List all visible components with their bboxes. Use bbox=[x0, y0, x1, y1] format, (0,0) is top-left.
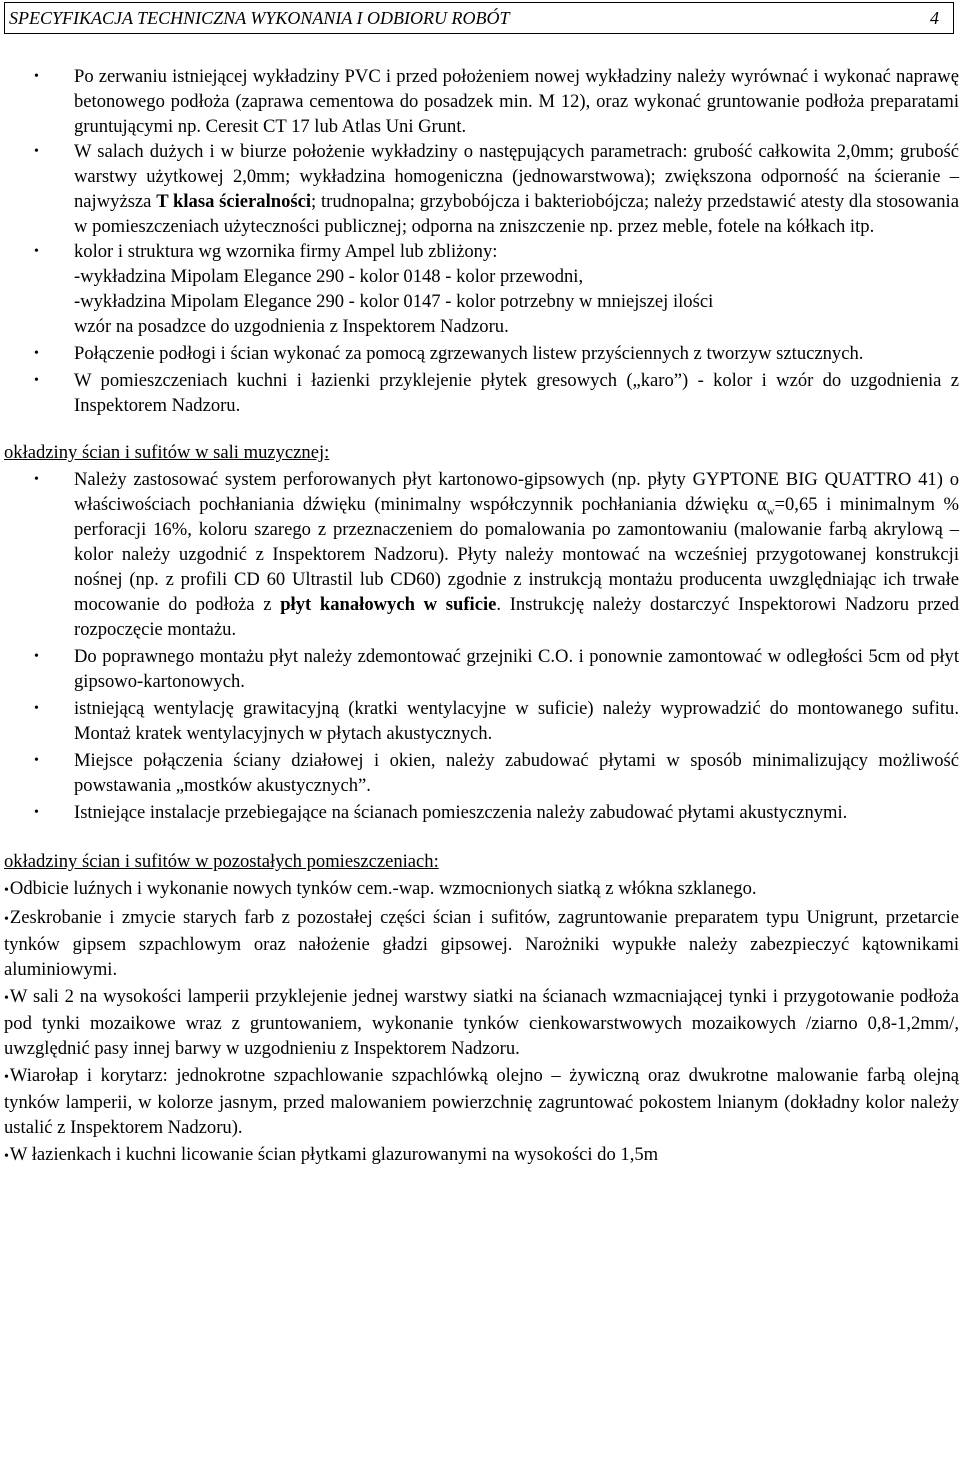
bold-text: płyt kanałowych w suficie bbox=[280, 594, 497, 615]
list-item: • Należy zastosować system perforowanych płyt kartonowo-gipsowych (np. płyty GYPTONE BIG QUATTRO 41) o właściwościach pochłaniania dźwięku (minimalny współczynnik pochłaniania dźwięku $\alpha_w=0,65$ i minimalnym % perforacji 16%, koloru szarego z przeznaczeniem do pomalowania po zamontowaniu (malowanie farbą akrylową – kolor należy uzgodnić z Inspektorem Nadzoru). Płyty należy montować na wcześniej przygotowanej konstrukcji nośnej (np. z profili CD 60 Ultrastil lub CD60) zgodnie z instrukcją montażu producenta uwzględniając ich trwałe mocowanie do podłoża z płyt kanałowych w suficie. Instrukcję należy dostarczyć Inspektorowi Nadzoru przed rozpoczęcie montażu. bbox=[4, 467, 959, 642]
section-heading-music-room: okładziny ścian i sufitów w sali muzycznej: bbox=[4, 442, 330, 463]
page-number: 4 bbox=[930, 7, 939, 28]
list-item: • Miejsce połączenia ściany działowej i okien, należy zabudować płytami w sposób minimalizujący możliwość powstawania „mostków akustycznych”. bbox=[4, 748, 959, 798]
bullet-icon: • bbox=[4, 991, 9, 1006]
floor-works-list bbox=[4, 64, 959, 418]
list-item: •Wiarołap i korytarz: jednokrotne szpachlowanie szpachlówką olejno – żywiczną oraz dwukrotne malowanie farbą olejną tynków lamperii, w kolorze jasnym, przed malowaniem powierzchnię zagruntować pokostem lnianym (dokładny kolor należy ustalić z Inspektorem Nadzoru). bbox=[4, 1065, 959, 1138]
bullet-icon: • bbox=[4, 1070, 9, 1085]
header-title: SPECYFIKACJA TECHNICZNA WYKONANIA I ODBIORU ROBÓT bbox=[9, 7, 510, 28]
page-header bbox=[4, 2, 954, 34]
list-item: • Do poprawnego montażu płyt należy zdemontować grzejniki C.O. i ponownie zamontować w odległości 5cm od płyt gipsowo-kartonowych. bbox=[4, 644, 959, 694]
list-item: • W salach dużych i w biurze położenie wykładziny o następujących parametrach: grubość całkowita 2,0mm; grubość warstwy użytkowej 2,0mm; wykładzina homogeniczna (jednowarstwowa); zwiększona odporność na ścieranie – najwyższa T klasa ścieralności; trudnopalna; grzybobójcza i bakteriobójcza; należy przedstawić atesty dla stosowania w pomieszczeniach użyteczności publicznej; odporna na zniszczenie np. przez meble, fotele na kółkach itp. bbox=[4, 139, 959, 239]
document-body bbox=[4, 64, 959, 1171]
list-item: •W łazienkach i kuchni licowanie ścian płytkami glazurowanymi na wysokości do 1,5m bbox=[4, 1144, 659, 1165]
list-item: • istniejącą wentylację grawitacyjną (kratki wentylacyjne w suficie) należy wyprowadzić do montowanego sufitu. Montaż kratek wentylacyjnych w płytach akustycznych. bbox=[4, 696, 959, 746]
list-item: •W sali 2 na wysokości lamperii przyklejenie jednej warstwy siatki na ścianach wzmacniającej tynki i przygotowanie podłoża pod tynki mozaikowe wraz z gruntowaniem, wykonanie tynków cienkowarstwowych mozaikowych /ziarno 0,8-1,2mm/, uwzględnić pasy innej barwy w uzgodnieniu z Inspektorem Nadzoru. bbox=[4, 986, 959, 1059]
list-item: • Istniejące instalacje przebiegające na ścianach pomieszczenia należy zabudować płytami akustycznymi. bbox=[4, 800, 959, 825]
list-item: •Odbicie luźnych i wykonanie nowych tynków cem.-wap. wzmocnionych siatką z włókna szklanego. bbox=[4, 878, 757, 899]
list-item: • W pomieszczeniach kuchni i łazienki przyklejenie płytek gresowych („karo”) - kolor i wzór do uzgodnienia z Inspektorem Nadzoru. bbox=[4, 368, 959, 418]
list-item: • Połączenie podłogi i ścian wykonać za pomocą zgrzewanych listew przyściennych z tworzyw sztucznych. bbox=[4, 341, 959, 366]
bullet-icon: • bbox=[4, 883, 9, 898]
music-room-list bbox=[4, 467, 959, 825]
section-heading-other-rooms: okładziny ścian i sufitów w pozostałych pomieszczeniach: bbox=[4, 851, 439, 872]
list-item: • Po zerwaniu istniejącej wykładziny PVC i przed położeniem nowej wykładziny należy wyrównać i wykonać naprawę betonowego podłoża (zaprawa cementowa do posadzek min. M 12), oraz wykonać gruntowanie podłoża preparatami gruntującymi np. Ceresit CT 17 lub Atlas Uni Grunt. bbox=[4, 64, 959, 139]
bullet-icon: • bbox=[4, 1149, 9, 1164]
list-item: •Zeskrobanie i zmycie starych farb z pozostałej części ścian i sufitów, zagruntowanie preparatem typu Unigrunt, przetarcie tynków gipsem szpachlowym oraz nałożenie gładzi gipsowej. Narożniki wypukłe należy zabezpieczyć kątownikami aluminiowymi. bbox=[4, 907, 959, 980]
bold-text: T klasa ścieralności bbox=[156, 191, 312, 212]
bullet-icon: • bbox=[4, 912, 9, 927]
other-rooms-list bbox=[4, 876, 959, 1169]
list-item: • kolor i struktura wg wzornika firmy Ampel lub zbliżony: -wykładzina Mipolam Elegance 290 - kolor 0148 - kolor przewodni, -wykładzina Mipolam Elegance 290 - kolor 0147 - kolor potrzebny w mniejszej ilości wzór na posadzce do uzgodnienia z Inspektorem Nadzoru. bbox=[4, 239, 959, 339]
